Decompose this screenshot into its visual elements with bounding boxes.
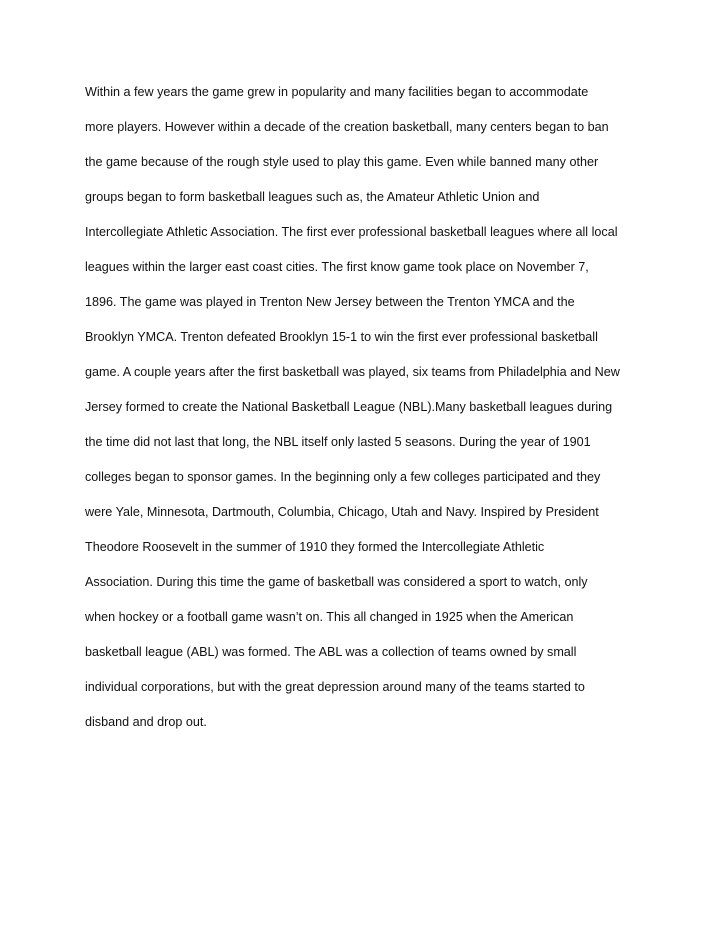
text-line: Intercollegiate Athletic Association. The first ever professional basketball leagues where all local (85, 225, 618, 239)
text-line: leagues within the larger east coast cities. The first know game took place on November 7, (85, 260, 589, 274)
text-line: Brooklyn YMCA. Trenton defeated Brooklyn 15-1 to win the first ever professional basketball (85, 330, 598, 344)
body-paragraph (85, 82, 685, 747)
text-line: 1896. The game was played in Trenton New Jersey between the Trenton YMCA and the (85, 295, 575, 309)
text-line: Jersey formed to create the National Basketball League (NBL).Many basketball leagues during (85, 400, 613, 414)
text-line: the game because of the rough style used to play this game. Even while banned many other (85, 155, 599, 169)
text-line: individual corporations, but with the great depression around many of the teams started to (85, 680, 585, 694)
text-line: disband and drop out. (85, 715, 207, 729)
text-line: more players. However within a decade of the creation basketball, many centers began to ban (85, 120, 609, 134)
text-line: groups began to form basketball leagues such as, the Amateur Athletic Union and (85, 190, 540, 204)
text-line: basketball league (ABL) was formed. The ABL was a collection of teams owned by small (85, 645, 577, 659)
text-line: Theodore Roosevelt in the summer of 1910 they formed the Intercollegiate Athletic (85, 540, 545, 554)
text-line: Within a few years the game grew in popularity and many facilities began to accommodate (85, 85, 589, 99)
text-line: colleges began to sponsor games. In the beginning only a few colleges participated and they (85, 470, 601, 484)
text-line: Association. During this time the game of basketball was considered a sport to watch, only (85, 575, 588, 589)
text-line: when hockey or a football game wasn’t on. This all changed in 1925 when the American (85, 610, 574, 624)
text-line: were Yale, Minnesota, Dartmouth, Columbia, Chicago, Utah and Navy. Inspired by President (85, 505, 599, 519)
text-line: game. A couple years after the first basketball was played, six teams from Philadelphia and New (85, 365, 620, 379)
text-line: the time did not last that long, the NBL itself only lasted 5 seasons. During the year of 1901 (85, 435, 591, 449)
